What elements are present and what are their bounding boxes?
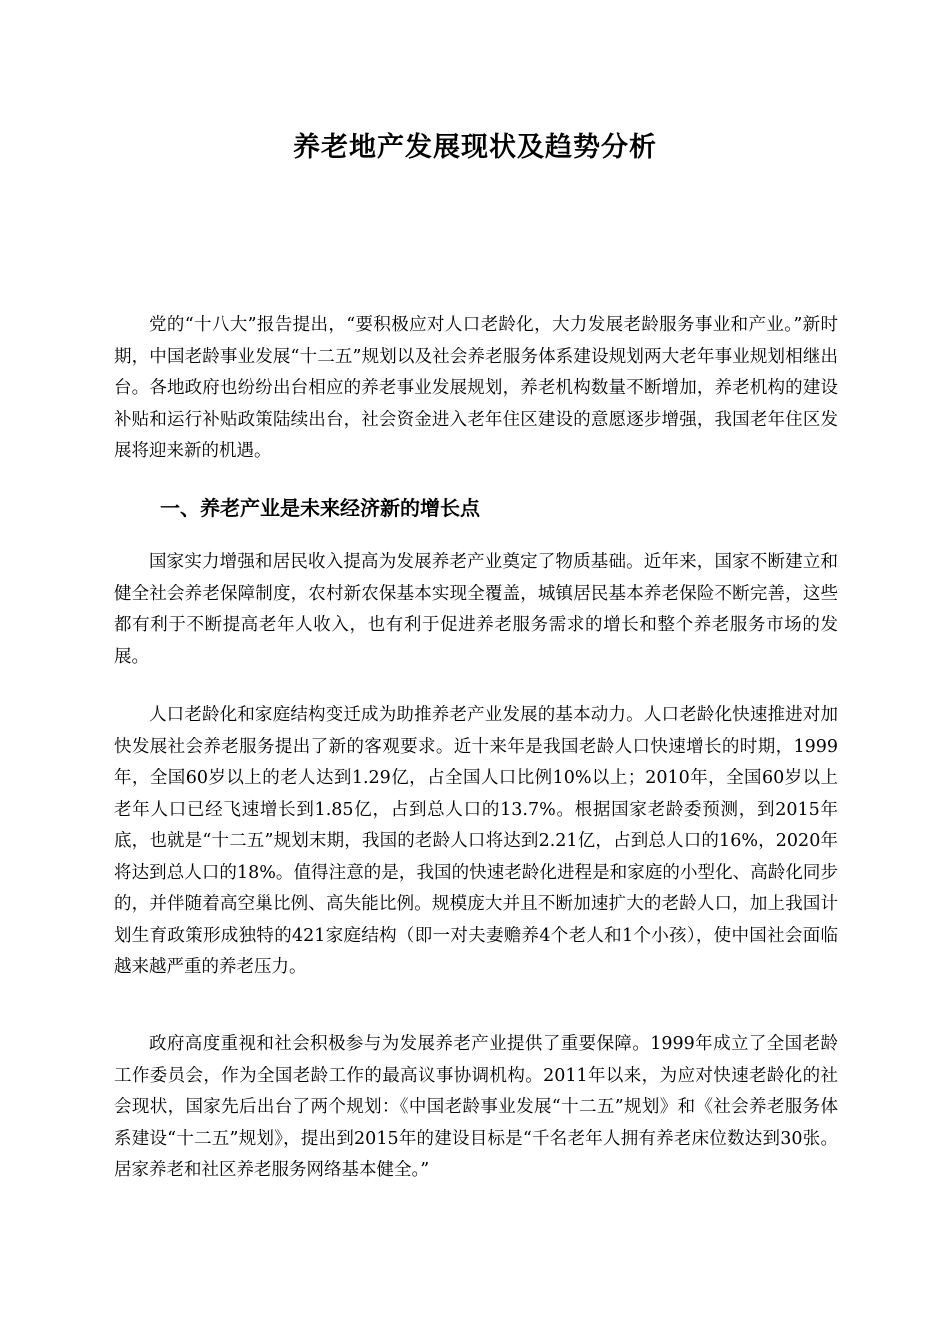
- section-paragraph: 人口老龄化和家庭结构变迁成为助推养老产业发展的基本动力。人口老龄化快速推进对加快发展社会养老服务提出了新的客观要求。近十来年是我国老龄人口快速增长的时期，1999年，全国60岁以上的老人达到1.29亿，占全国人口比例10%以上；2010年，全国60岁以上老年人口已经飞速增长到1.85亿，占到总人口的13.7%。根据国家老龄委预测，到2015年底，也就是“十二五”规划末期，我国的老龄人口将达到2.21亿，占到总人口的16%，2020年将达到总人口的18%。值得注意的是，我国的快速老龄化进程是和家庭的小型化、高龄化同步的，并伴随着高空巢比例、高失能比例。规模庞大并且不断加速扩大的老龄人口，加上我国计划生育政策形成独特的421家庭结构（即一对夫妻赡养4个老人和1个小孩），使中国社会面临越来越严重的养老压力。: [114, 705, 838, 977]
- document-title: 养老地产发展现状及趋势分析: [293, 132, 657, 163]
- section-paragraph: 国家实力增强和居民收入提高为发展养老产业奠定了物质基础。近年来，国家不断建立和健全社会养老保障制度，农村新农保基本实现全覆盖，城镇居民基本养老保险不断完善，这些都有利于不断提高老年人收入，也有利于促进养老服务需求的增长和整个养老服务市场的发展。: [114, 552, 838, 667]
- intro-paragraph: 党的“十八大”报告提出，“要积极应对人口老龄化，大力发展老龄服务事业和产业。”新时期，中国老龄事业发展“十二五”规划以及社会养老服务体系建设规划两大老年事业规划相继出台。各地政府也纷纷出台相应的养老事业发展规划，养老机构数量不断增加，养老机构的建设补贴和运行补贴政策陆续出台，社会资金进入老年住区建设的意愿逐步增强，我国老年住区发展将迎来新的机遇。: [114, 315, 838, 461]
- section-heading: 一、养老产业是未来经济新的增长点: [160, 496, 480, 520]
- section-paragraph: 政府高度重视和社会积极参与为发展养老产业提供了重要保障。1999年成立了全国老龄工作委员会，作为全国老龄工作的最高议事协调机构。2011年以来，为应对快速老龄化的社会现状，国家先后出台了两个规划：《中国老龄事业发展“十二五”规划》和《社会养老服务体系建设“十二五”规划》，提出到2015年的建设目标是“千名老年人拥有养老床位数达到30张。居家养老和社区养老服务网络基本健全。”: [114, 1034, 838, 1180]
